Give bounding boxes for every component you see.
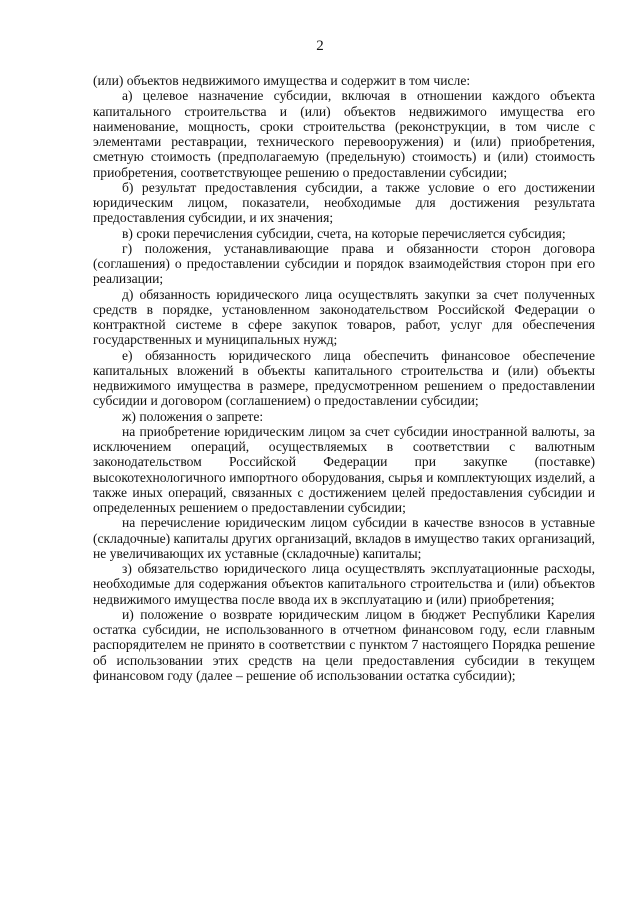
paragraph-i: и) положение о возврате юридическим лицом в бюджет Республики Карелия остатка субсидии, не использованного в отчетном финансовом году, если главным распорядителем не принято в соответствии с пунктом 7 настоящего Порядка решение об использовании этих средств на цели предоставления субсидии в текущем финансовом году (далее – решение об использовании остатка субсидии); xyxy=(93,606,595,683)
paragraph-g: г) положения, устанавливающие права и обязанности сторон договора (соглашения) о предоставлении субсидии и порядок взаимодействия сторон при его реализации; xyxy=(93,240,595,287)
paragraph-e: е) обязанность юридического лица обеспечить финансовое обеспечение капитальных вложений в объекты капитального строительства и (или) объекты недвижимого имущества в размере, предусмотренном решением о предоставлении субсидии и договором (соглашением) о предоставлении субсидии; xyxy=(93,347,595,409)
page-number: 2 xyxy=(316,38,324,54)
paragraph-intro: (или) объектов недвижимого имущества и содержит в том числе: xyxy=(93,73,471,88)
paragraph-v: в) сроки перечисления субсидии, счета, на которые перечисляется субсидия; xyxy=(122,225,566,241)
paragraph-d: д) обязанность юридического лица осуществлять закупки за счет полученных средств в порядке, установленном законодательством Российской Федерации о контрактной системе в сфере закупок товаров, работ, услуг для обеспечения государственных и муниципальных нужд; xyxy=(93,286,595,348)
paragraph-a: а) целевое назначение субсидии, включая в отношении каждого объекта капитального строительства и (или) объектов недвижимого имущества его наименование, мощность, сроки строительства (реконструкции, в том числе с элементами реставрации, технического перевооружения) и (или) приобретения, сметную стоимость (предполагаемую (предельную) стоимость) и (или) стоимость приобретения, соответствующее решению о предоставлении субсидии; xyxy=(93,88,595,180)
paragraph-zh-capital: на перечисление юридическим лицом субсидии в качестве взносов в уставные (складочные) капиталы других организаций, вкладов в имущество таких организаций, не увеличивающих их уставные (складочные) капиталы; xyxy=(93,515,595,561)
document-body xyxy=(93,73,595,683)
paragraph-z: з) обязательство юридического лица осуществлять эксплуатационные расходы, необходимые для содержания объектов капитального строительства и (или) объектов недвижимого имущества после ввода их в эксплуатацию и (или) приобретения; xyxy=(93,561,595,607)
paragraph-b: б) результат предоставления субсидии, а также условие о его достижении юридическим лицом, показатели, необходимые для достижения результата предоставления субсидии, и их значения; xyxy=(93,179,595,226)
paragraph-zh-currency: на приобретение юридическим лицом за счет субсидии иностранной валюты, за исключением операций, осуществляемых в соответствии с валютным законодательством Российской Федерации при закупке (поставке) высокотехнологичного импортного оборудования, сырья и комплектующих изделий, а также иных операций, связанных с достижением целей предоставления субсидии и определенных решением о предоставлении субсидии; xyxy=(93,423,595,515)
paragraph-zh: ж) положения о запрете: xyxy=(122,408,264,424)
